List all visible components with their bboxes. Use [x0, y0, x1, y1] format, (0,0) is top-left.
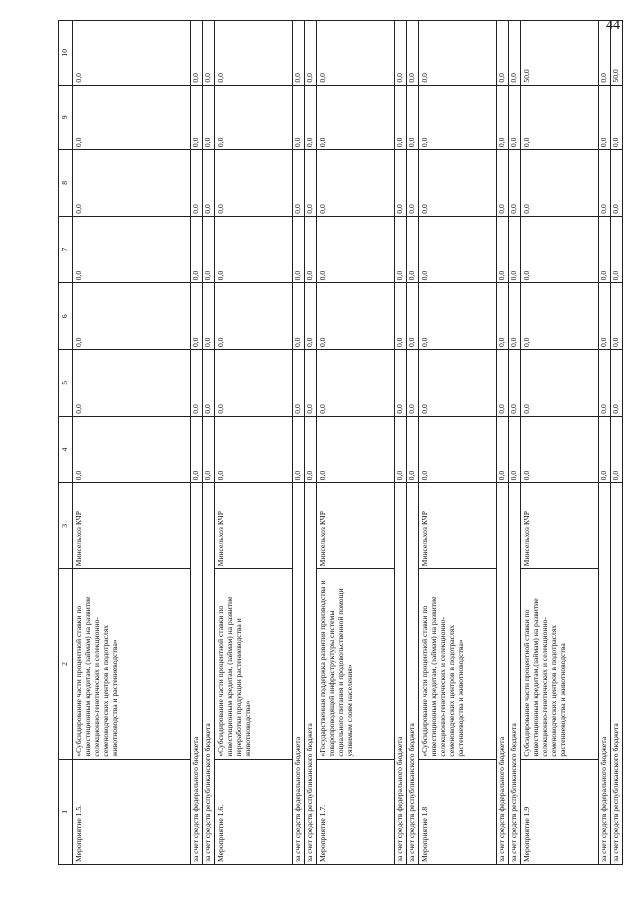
value-cell: 0,0 [509, 283, 521, 350]
value-cell: 0,0 [497, 21, 509, 86]
budget-source-row [305, 21, 317, 865]
budget-source-row [293, 21, 305, 865]
value-cell: 0,0 [73, 150, 191, 217]
value-cell: 0,0 [611, 416, 623, 483]
measure-row [317, 21, 395, 865]
header-cell: 10 [59, 21, 73, 86]
budget-source-label: за счет средств федерального бюджета [497, 483, 509, 865]
value-cell: 0,0 [497, 283, 509, 350]
value-cell: 0,0 [73, 216, 191, 283]
value-cell: 0,0 [419, 283, 497, 350]
value-cell: 0,0 [73, 350, 191, 417]
measure-id: Мероприятие 1.5. [73, 759, 191, 864]
value-cell: 0,0 [419, 350, 497, 417]
value-cell: 0,0 [407, 416, 419, 483]
header-cell: 9 [59, 85, 73, 150]
measure-row [215, 21, 293, 865]
value-cell: 0,0 [599, 216, 611, 283]
value-cell: 0,0 [305, 150, 317, 217]
value-cell: 0,0 [611, 283, 623, 350]
value-cell: 0,0 [73, 416, 191, 483]
value-cell: 0,0 [509, 150, 521, 217]
responsible-executor: Минсельхоз КЧР [215, 483, 293, 569]
value-cell: 0,0 [395, 150, 407, 217]
value-cell: 0,0 [407, 283, 419, 350]
budget-source-label: за счет средств республиканского бюджета [509, 483, 521, 865]
measure-row [419, 21, 497, 865]
value-cell: 0,0 [317, 216, 395, 283]
value-cell: 0,0 [521, 350, 599, 417]
value-cell: 0,0 [419, 216, 497, 283]
value-cell: 0,0 [611, 350, 623, 417]
value-cell: 0,0 [305, 85, 317, 150]
value-cell: 0,0 [215, 150, 293, 217]
header-cell: 8 [59, 150, 73, 217]
value-cell: 0,0 [73, 21, 191, 86]
value-cell: 0,0 [497, 350, 509, 417]
value-cell: 0,0 [521, 150, 599, 217]
value-cell: 0,0 [203, 85, 215, 150]
budget-source-row [611, 21, 623, 865]
value-cell: 0,0 [599, 350, 611, 417]
value-cell: 0,0 [305, 216, 317, 283]
responsible-executor: Минсельхоз КЧР [521, 483, 599, 569]
budget-source-row [509, 21, 521, 865]
value-cell: 0,0 [509, 85, 521, 150]
measure-row [521, 21, 599, 865]
budget-source-row [395, 21, 407, 865]
value-cell: 0,0 [317, 283, 395, 350]
budget-source-row [599, 21, 611, 865]
value-cell: 0,0 [419, 85, 497, 150]
value-cell: 0,0 [73, 85, 191, 150]
value-cell: 0,0 [215, 85, 293, 150]
value-cell: 0,0 [293, 283, 305, 350]
measure-id: Мероприятие 1.7. [317, 759, 395, 864]
value-cell: 0,0 [509, 216, 521, 283]
header-cell: 7 [59, 216, 73, 283]
value-cell: 0,0 [407, 350, 419, 417]
value-cell: 0,0 [215, 350, 293, 417]
value-cell: 0,0 [407, 150, 419, 217]
budget-source-label: за счет средств республиканского бюджета [203, 483, 215, 865]
measure-row [73, 21, 191, 865]
value-cell: 0,0 [395, 283, 407, 350]
measure-id: Мероприятие 1.9 [521, 759, 599, 864]
value-cell: 0,0 [419, 416, 497, 483]
responsible-executor: Минсельхоз КЧР [317, 483, 395, 569]
value-cell: 0,0 [497, 216, 509, 283]
budget-table [58, 20, 623, 865]
value-cell: 0,0 [317, 21, 395, 86]
value-cell: 0,0 [293, 216, 305, 283]
value-cell: 0,0 [191, 350, 203, 417]
header-cell: 5 [59, 350, 73, 417]
value-cell: 0,0 [395, 216, 407, 283]
value-cell: 0,0 [305, 416, 317, 483]
value-cell: 0,0 [293, 150, 305, 217]
value-cell: 0,0 [293, 416, 305, 483]
header-cell: 1 [59, 759, 73, 864]
measure-id: Мероприятие 1.6. [215, 759, 293, 864]
page-number: 44 [606, 18, 620, 33]
value-cell: 0,0 [293, 85, 305, 150]
value-cell: 0,0 [317, 85, 395, 150]
value-cell: 0,0 [497, 416, 509, 483]
value-cell: 0,0 [599, 85, 611, 150]
value-cell: 0,0 [521, 416, 599, 483]
value-cell: 0,0 [509, 416, 521, 483]
header-cell: 2 [59, 569, 73, 759]
value-cell: 0,0 [611, 216, 623, 283]
budget-source-label: за счет средств республиканского бюджета [407, 483, 419, 865]
value-cell: 0,0 [203, 283, 215, 350]
value-cell: 0,0 [191, 416, 203, 483]
value-cell: 0,0 [215, 283, 293, 350]
value-cell: 0,0 [407, 216, 419, 283]
budget-source-label: за счет средств федерального бюджета [395, 483, 407, 865]
measure-description: Субсидирование части процентной ставки по инвестиционным кредитам,(займам) на развитие селекционно-генетических и селекционно-семеноводческих центров в подотраслях растениеводства и животноводства [521, 569, 599, 759]
value-cell: 0,0 [293, 350, 305, 417]
header-row [59, 21, 73, 865]
value-cell: 0,0 [395, 416, 407, 483]
header-cell: 3 [59, 483, 73, 569]
value-cell: 0,0 [203, 216, 215, 283]
budget-source-row [191, 21, 203, 865]
value-cell: 0,0 [317, 350, 395, 417]
responsible-executor: Минсельхоз КЧР [73, 483, 191, 569]
table-body [59, 21, 623, 865]
measure-description: «Государственная поддержка развития производства и товаропроводящей инфраструктуры системы социального питания и продовольственной помощи уязвимым слоям населения» [317, 569, 395, 759]
value-cell: 0,0 [599, 21, 611, 86]
value-cell: 0,0 [305, 21, 317, 86]
value-cell: 0,0 [215, 216, 293, 283]
responsible-executor: Минсельхоз КЧР [419, 483, 497, 569]
value-cell: 0,0 [191, 216, 203, 283]
value-cell: 0,0 [599, 150, 611, 217]
budget-source-label: за счет средств федерального бюджета [191, 483, 203, 865]
header-cell: 6 [59, 283, 73, 350]
value-cell: 0,0 [203, 416, 215, 483]
measure-description: «Субсидирование части процентной ставки по инвестиционным кредитам, (займам) на развитие селекционно-генетических и селекционно-семеноводческих центров в подотраслях животноводства и растениеводства» [73, 569, 191, 759]
value-cell: 0,0 [191, 150, 203, 217]
value-cell: 0,0 [293, 21, 305, 86]
value-cell: 0,0 [419, 21, 497, 86]
value-cell: 0,0 [203, 350, 215, 417]
value-cell: 0,0 [191, 21, 203, 86]
value-cell: 0,0 [419, 150, 497, 217]
value-cell: 0,0 [407, 85, 419, 150]
value-cell: 0,0 [395, 21, 407, 86]
value-cell: 0,0 [191, 85, 203, 150]
value-cell: 0,0 [509, 350, 521, 417]
budget-source-row [407, 21, 419, 865]
value-cell: 0,0 [203, 150, 215, 217]
value-cell: 0,0 [73, 283, 191, 350]
value-cell: 0,0 [497, 85, 509, 150]
budget-source-row [203, 21, 215, 865]
value-cell: 0,0 [521, 283, 599, 350]
value-cell: 0,0 [497, 150, 509, 217]
value-cell: 50,0 [611, 21, 623, 86]
value-cell: 0,0 [599, 283, 611, 350]
value-cell: 0,0 [305, 350, 317, 417]
value-cell: 0,0 [407, 21, 419, 86]
value-cell: 0,0 [611, 85, 623, 150]
value-cell: 0,0 [305, 283, 317, 350]
value-cell: 0,0 [203, 21, 215, 86]
header-cell: 4 [59, 416, 73, 483]
value-cell: 0,0 [521, 216, 599, 283]
budget-source-label: за счет средств федерального бюджета [293, 483, 305, 865]
value-cell: 0,0 [611, 150, 623, 217]
value-cell: 0,0 [317, 416, 395, 483]
value-cell: 0,0 [599, 416, 611, 483]
value-cell: 50,0 [521, 21, 599, 86]
measure-description: «Субсидирование части процентной ставки по инвестиционным кредитам, (займам) на развитие переработки продукции растениеводства и животноводства» [215, 569, 293, 759]
value-cell: 0,0 [509, 21, 521, 86]
value-cell: 0,0 [395, 85, 407, 150]
measure-id: Мероприятие 1.8 [419, 759, 497, 864]
value-cell: 0,0 [215, 21, 293, 86]
measure-description: «Субсидирование части процентной ставки по инвестиционным кредитам, (займам) на развитие селекционно-генетических и селекционно-семеноводческих центров в подотраслях растениеводства и животноводства» [419, 569, 497, 759]
value-cell: 0,0 [521, 85, 599, 150]
budget-source-row [497, 21, 509, 865]
budget-source-label: за счет средств федерального бюджета [599, 483, 611, 865]
value-cell: 0,0 [395, 350, 407, 417]
budget-source-label: за счет средств республиканского бюджета [305, 483, 317, 865]
value-cell: 0,0 [317, 150, 395, 217]
value-cell: 0,0 [215, 416, 293, 483]
value-cell: 0,0 [191, 283, 203, 350]
budget-source-label: за счет средств республиканского бюджета [611, 483, 623, 865]
